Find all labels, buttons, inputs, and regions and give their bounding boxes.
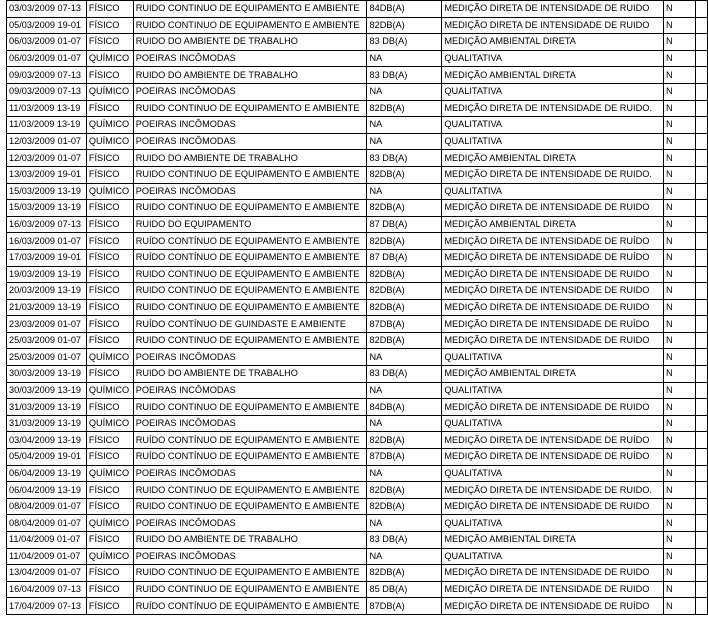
empty-cell: [696, 349, 708, 366]
table-row: [7, 299, 708, 316]
risk-description-cell: POEIRAS INCÔMODAS: [133, 465, 367, 482]
table-row: [7, 183, 708, 200]
agent-type-cell: QUÍMICO: [86, 349, 133, 366]
flag-cell: N: [663, 299, 695, 316]
table-row: [7, 465, 708, 482]
measured-value-cell: 82DB(A): [367, 332, 442, 349]
measured-value-cell: 82DB(A): [367, 283, 442, 300]
exposure-table-container: [6, 0, 708, 615]
flag-cell: N: [663, 50, 695, 67]
risk-description-cell: RUIDO CONTINUO DE EQUIPAMENTO E AMBIENTE: [133, 200, 367, 217]
date-shift-cell: 12/03/2009 01-07: [7, 150, 87, 167]
empty-cell: [696, 415, 708, 432]
table-row: [7, 67, 708, 84]
empty-cell: [696, 299, 708, 316]
agent-type-cell: QUÍMICO: [86, 415, 133, 432]
evaluation-method-cell: MEDIÇÃO DIRETA DE INTENSIDADE DE RUÍDO: [442, 449, 664, 466]
date-shift-cell: 13/04/2009 01-07: [7, 565, 87, 582]
measured-value-cell: NA: [367, 133, 442, 150]
date-shift-cell: 03/04/2009 13-19: [7, 432, 87, 449]
date-shift-cell: 12/03/2009 01-07: [7, 133, 87, 150]
date-shift-cell: 19/03/2009 13-19: [7, 266, 87, 283]
date-shift-cell: 06/03/2009 01-07: [7, 34, 87, 51]
date-shift-cell: 06/03/2009 01-07: [7, 50, 87, 67]
flag-cell: N: [663, 598, 695, 615]
flag-cell: N: [663, 432, 695, 449]
measured-value-cell: NA: [367, 83, 442, 100]
date-shift-cell: 05/03/2009 19-01: [7, 17, 87, 34]
measured-value-cell: 82DB(A): [367, 17, 442, 34]
risk-description-cell: POEIRAS INCÔMODAS: [133, 183, 367, 200]
risk-description-cell: RUÍDO CONTÍNUO DE EQUIPAMENTO E AMBIENTE: [133, 432, 367, 449]
agent-type-cell: FÍSICO: [86, 299, 133, 316]
measured-value-cell: 83 DB(A): [367, 150, 442, 167]
table-row: [7, 581, 708, 598]
table-row: [7, 50, 708, 67]
table-row: [7, 332, 708, 349]
table-row: [7, 382, 708, 399]
empty-cell: [696, 565, 708, 582]
empty-cell: [696, 266, 708, 283]
flag-cell: N: [663, 498, 695, 515]
agent-type-cell: FÍSICO: [86, 34, 133, 51]
flag-cell: N: [663, 532, 695, 549]
date-shift-cell: 16/03/2009 01-07: [7, 233, 87, 250]
table-row: [7, 166, 708, 183]
risk-description-cell: RUÍDO CONTÍNUO DE GUINDASTE E AMBIENTE: [133, 316, 367, 333]
agent-type-cell: FÍSICO: [86, 166, 133, 183]
flag-cell: N: [663, 482, 695, 499]
measured-value-cell: 87DB(A): [367, 449, 442, 466]
flag-cell: N: [663, 83, 695, 100]
empty-cell: [696, 183, 708, 200]
risk-description-cell: POEIRAS INCÔMODAS: [133, 117, 367, 134]
measured-value-cell: NA: [367, 117, 442, 134]
agent-type-cell: QUÍMICO: [86, 50, 133, 67]
risk-description-cell: RUIDO CONTINUO DE EQUIPAMENTO E AMBIENTE: [133, 100, 367, 117]
risk-description-cell: RUIDO DO AMBIENTE DE TRABALHO: [133, 67, 367, 84]
measured-value-cell: NA: [367, 50, 442, 67]
measured-value-cell: NA: [367, 515, 442, 532]
measured-value-cell: 87 DB(A): [367, 249, 442, 266]
flag-cell: N: [663, 515, 695, 532]
risk-description-cell: RUIDO CONTINUO DE EQUIPAMENTO E AMBIENTE: [133, 482, 367, 499]
date-shift-cell: 31/03/2009 13-19: [7, 399, 87, 416]
empty-cell: [696, 200, 708, 217]
risk-description-cell: RUIDO CONTINUO DE EQUIPAMENTO E AMBIENTE: [133, 332, 367, 349]
measured-value-cell: 83 DB(A): [367, 34, 442, 51]
agent-type-cell: FÍSICO: [86, 598, 133, 615]
risk-description-cell: RUIDO DO AMBIENTE DE TRABALHO: [133, 532, 367, 549]
evaluation-method-cell: QUALITATIVA: [442, 465, 664, 482]
date-shift-cell: 03/03/2009 07-13: [7, 1, 87, 18]
agent-type-cell: FÍSICO: [86, 67, 133, 84]
empty-cell: [696, 482, 708, 499]
table-row: [7, 83, 708, 100]
table-row: [7, 283, 708, 300]
flag-cell: N: [663, 17, 695, 34]
evaluation-method-cell: QUALITATIVA: [442, 83, 664, 100]
risk-description-cell: RUIDO DO EQUIPAMENTO: [133, 216, 367, 233]
empty-cell: [696, 598, 708, 615]
measured-value-cell: 82DB(A): [367, 100, 442, 117]
evaluation-method-cell: MEDIÇÃO AMBIENTAL DIRETA: [442, 532, 664, 549]
risk-description-cell: POEIRAS INCÔMODAS: [133, 548, 367, 565]
flag-cell: N: [663, 399, 695, 416]
exposure-table-body: [7, 1, 708, 615]
date-shift-cell: 31/03/2009 13-19: [7, 415, 87, 432]
evaluation-method-cell: MEDIÇÃO DIRETA DE INTENSIDADE DE RUIDO.: [442, 482, 664, 499]
empty-cell: [696, 133, 708, 150]
flag-cell: N: [663, 117, 695, 134]
flag-cell: N: [663, 349, 695, 366]
agent-type-cell: FÍSICO: [86, 150, 133, 167]
evaluation-method-cell: QUALITATIVA: [442, 117, 664, 134]
evaluation-method-cell: MEDIÇÃO DIRETA DE INTENSIDADE DE RUIDO: [442, 1, 664, 18]
agent-type-cell: QUÍMICO: [86, 515, 133, 532]
risk-description-cell: RUIDO DO AMBIENTE DE TRABALHO: [133, 366, 367, 383]
agent-type-cell: FÍSICO: [86, 316, 133, 333]
risk-description-cell: RUIDO CONTINUO DE EQUIPAMENTO E AMBIENTE: [133, 166, 367, 183]
empty-cell: [696, 332, 708, 349]
table-row: [7, 498, 708, 515]
risk-description-cell: RUIDO CONTINUO DE EQUIPAMENTO E AMBIENTE: [133, 399, 367, 416]
table-row: [7, 399, 708, 416]
agent-type-cell: FÍSICO: [86, 565, 133, 582]
evaluation-method-cell: MEDIÇÃO DIRETA DE INTENSIDADE DE RUÍDO: [442, 598, 664, 615]
empty-cell: [696, 581, 708, 598]
empty-cell: [696, 465, 708, 482]
measured-value-cell: NA: [367, 349, 442, 366]
date-shift-cell: 25/03/2009 01-07: [7, 332, 87, 349]
measured-value-cell: 82DB(A): [367, 200, 442, 217]
date-shift-cell: 15/03/2009 13-19: [7, 183, 87, 200]
agent-type-cell: QUÍMICO: [86, 548, 133, 565]
risk-description-cell: RUIDO DO AMBIENTE DE TRABALHO: [133, 150, 367, 167]
risk-description-cell: RUÍDO CONTÍNUO DE EQUIPAMENTO E AMBIENTE: [133, 449, 367, 466]
flag-cell: N: [663, 34, 695, 51]
risk-description-cell: RUÍDO CONTÍNUO DE EQUIPAMENTO E AMBIENTE: [133, 233, 367, 250]
measured-value-cell: 82DB(A): [367, 233, 442, 250]
agent-type-cell: FÍSICO: [86, 1, 133, 18]
date-shift-cell: 23/03/2009 01-07: [7, 316, 87, 333]
measured-value-cell: NA: [367, 415, 442, 432]
date-shift-cell: 06/04/2009 13-19: [7, 482, 87, 499]
table-row: [7, 316, 708, 333]
flag-cell: N: [663, 67, 695, 84]
agent-type-cell: FÍSICO: [86, 449, 133, 466]
empty-cell: [696, 432, 708, 449]
evaluation-method-cell: MEDIÇÃO AMBIENTAL DIRETA: [442, 366, 664, 383]
risk-description-cell: POEIRAS INCÔMODAS: [133, 349, 367, 366]
measured-value-cell: 82DB(A): [367, 482, 442, 499]
agent-type-cell: FÍSICO: [86, 532, 133, 549]
table-row: [7, 233, 708, 250]
agent-type-cell: FÍSICO: [86, 283, 133, 300]
risk-description-cell: RUIDO CONTINUO DE EQUIPAMENTO E AMBIENTE: [133, 581, 367, 598]
measured-value-cell: 83 DB(A): [367, 67, 442, 84]
measured-value-cell: 82DB(A): [367, 166, 442, 183]
empty-cell: [696, 498, 708, 515]
table-row: [7, 100, 708, 117]
agent-type-cell: FÍSICO: [86, 200, 133, 217]
evaluation-method-cell: MEDIÇÃO DIRETA DE INTENSIDADE DE RUIDO: [442, 332, 664, 349]
measured-value-cell: 83 DB(A): [367, 366, 442, 383]
empty-cell: [696, 249, 708, 266]
evaluation-method-cell: MEDIÇÃO DIRETA DE INTENSIDADE DE RUIDO: [442, 581, 664, 598]
evaluation-method-cell: MEDIÇÃO DIRETA DE INTENSIDADE DE RUIDO: [442, 200, 664, 217]
date-shift-cell: 13/03/2009 19-01: [7, 166, 87, 183]
evaluation-method-cell: MEDIÇÃO DIRETA DE INTENSIDADE DE RUIDO: [442, 565, 664, 582]
table-row: [7, 349, 708, 366]
empty-cell: [696, 50, 708, 67]
measured-value-cell: 82DB(A): [367, 432, 442, 449]
date-shift-cell: 09/03/2009 07-13: [7, 83, 87, 100]
agent-type-cell: FÍSICO: [86, 100, 133, 117]
evaluation-method-cell: QUALITATIVA: [442, 382, 664, 399]
flag-cell: N: [663, 183, 695, 200]
date-shift-cell: 11/04/2009 01-07: [7, 548, 87, 565]
evaluation-method-cell: QUALITATIVA: [442, 515, 664, 532]
agent-type-cell: FÍSICO: [86, 249, 133, 266]
evaluation-method-cell: MEDIÇÃO DIRETA DE INTENSIDADE DE RUÍDO: [442, 249, 664, 266]
measured-value-cell: 87DB(A): [367, 316, 442, 333]
measured-value-cell: NA: [367, 382, 442, 399]
empty-cell: [696, 117, 708, 134]
table-row: [7, 565, 708, 582]
empty-cell: [696, 532, 708, 549]
empty-cell: [696, 283, 708, 300]
evaluation-method-cell: MEDIÇÃO DIRETA DE INTENSIDADE DE RUIDO.: [442, 100, 664, 117]
flag-cell: N: [663, 100, 695, 117]
date-shift-cell: 21/03/2009 13-19: [7, 299, 87, 316]
date-shift-cell: 25/03/2009 01-07: [7, 349, 87, 366]
flag-cell: N: [663, 465, 695, 482]
table-row: [7, 449, 708, 466]
risk-description-cell: RUÍDO CONTÍNUO DE EQUIPAMENTO E AMBIENTE: [133, 249, 367, 266]
evaluation-method-cell: MEDIÇÃO AMBIENTAL DIRETA: [442, 150, 664, 167]
flag-cell: N: [663, 581, 695, 598]
risk-description-cell: POEIRAS INCÔMODAS: [133, 83, 367, 100]
measured-value-cell: 82DB(A): [367, 565, 442, 582]
risk-description-cell: RUIDO CONTINUO DE EQUIPAMENTO E AMBIENTE: [133, 299, 367, 316]
measured-value-cell: 82DB(A): [367, 498, 442, 515]
table-row: [7, 548, 708, 565]
table-row: [7, 266, 708, 283]
flag-cell: N: [663, 316, 695, 333]
flag-cell: N: [663, 449, 695, 466]
agent-type-cell: QUÍMICO: [86, 183, 133, 200]
agent-type-cell: FÍSICO: [86, 266, 133, 283]
empty-cell: [696, 382, 708, 399]
agent-type-cell: FÍSICO: [86, 432, 133, 449]
date-shift-cell: 11/03/2009 13-19: [7, 117, 87, 134]
date-shift-cell: 17/03/2009 19-01: [7, 249, 87, 266]
empty-cell: [696, 150, 708, 167]
table-row: [7, 200, 708, 217]
risk-description-cell: POEIRAS INCÔMODAS: [133, 50, 367, 67]
agent-type-cell: QUÍMICO: [86, 465, 133, 482]
evaluation-method-cell: MEDIÇÃO DIRETA DE INTENSIDADE DE RUIDO: [442, 283, 664, 300]
empty-cell: [696, 17, 708, 34]
table-row: [7, 598, 708, 615]
agent-type-cell: FÍSICO: [86, 482, 133, 499]
table-row: [7, 1, 708, 18]
agent-type-cell: QUÍMICO: [86, 117, 133, 134]
agent-type-cell: QUÍMICO: [86, 83, 133, 100]
date-shift-cell: 30/03/2009 13-19: [7, 382, 87, 399]
evaluation-method-cell: QUALITATIVA: [442, 548, 664, 565]
table-row: [7, 150, 708, 167]
date-shift-cell: 16/03/2009 07-13: [7, 216, 87, 233]
risk-description-cell: RUIDO DO AMBIENTE DE TRABALHO: [133, 34, 367, 51]
evaluation-method-cell: QUALITATIVA: [442, 50, 664, 67]
measured-value-cell: 82DB(A): [367, 266, 442, 283]
date-shift-cell: 08/04/2009 01-07: [7, 515, 87, 532]
date-shift-cell: 17/04/2009 07-13: [7, 598, 87, 615]
risk-description-cell: RUIDO CONTINUO DE EQUIPAMENTO E AMBIENTE: [133, 1, 367, 18]
table-row: [7, 117, 708, 134]
date-shift-cell: 11/04/2009 01-07: [7, 532, 87, 549]
flag-cell: N: [663, 266, 695, 283]
agent-type-cell: FÍSICO: [86, 581, 133, 598]
agent-type-cell: FÍSICO: [86, 332, 133, 349]
empty-cell: [696, 34, 708, 51]
empty-cell: [696, 1, 708, 18]
measured-value-cell: 84DB(A): [367, 399, 442, 416]
flag-cell: N: [663, 283, 695, 300]
risk-description-cell: POEIRAS INCÔMODAS: [133, 415, 367, 432]
table-row: [7, 133, 708, 150]
date-shift-cell: 15/03/2009 13-19: [7, 200, 87, 217]
empty-cell: [696, 67, 708, 84]
flag-cell: N: [663, 166, 695, 183]
measured-value-cell: 85 DB(A): [367, 581, 442, 598]
evaluation-method-cell: QUALITATIVA: [442, 415, 664, 432]
evaluation-method-cell: MEDIÇÃO AMBIENTAL DIRETA: [442, 67, 664, 84]
table-row: [7, 366, 708, 383]
evaluation-method-cell: MEDIÇÃO DIRETA DE INTENSIDADE DE RUIDO: [442, 17, 664, 34]
measured-value-cell: 87DB(A): [367, 598, 442, 615]
evaluation-method-cell: MEDIÇÃO DIRETA DE INTENSIDADE DE RUÍDO: [442, 233, 664, 250]
agent-type-cell: FÍSICO: [86, 17, 133, 34]
evaluation-method-cell: MEDIÇÃO DIRETA DE INTENSIDADE DE RUIDO: [442, 399, 664, 416]
flag-cell: N: [663, 216, 695, 233]
table-row: [7, 432, 708, 449]
risk-description-cell: RUIDO CONTINUO DE EQUIPAMENTO E AMBIENTE: [133, 283, 367, 300]
agent-type-cell: FÍSICO: [86, 233, 133, 250]
measured-value-cell: 87 DB(A): [367, 216, 442, 233]
table-row: [7, 34, 708, 51]
empty-cell: [696, 100, 708, 117]
agent-type-cell: FÍSICO: [86, 366, 133, 383]
evaluation-method-cell: QUALITATIVA: [442, 183, 664, 200]
date-shift-cell: 11/03/2009 13-19: [7, 100, 87, 117]
evaluation-method-cell: MEDIÇÃO AMBIENTAL DIRETA: [442, 216, 664, 233]
table-row: [7, 249, 708, 266]
measured-value-cell: 84DB(A): [367, 1, 442, 18]
empty-cell: [696, 316, 708, 333]
flag-cell: N: [663, 1, 695, 18]
empty-cell: [696, 548, 708, 565]
date-shift-cell: 05/04/2009 19-01: [7, 449, 87, 466]
risk-description-cell: RUÍDO CONTÍNUO DE EQUIPAMENTO E AMBIENTE: [133, 598, 367, 615]
measured-value-cell: 82DB(A): [367, 299, 442, 316]
date-shift-cell: 16/04/2009 07-13: [7, 581, 87, 598]
date-shift-cell: 06/04/2009 13-19: [7, 465, 87, 482]
evaluation-method-cell: MEDIÇÃO DIRETA DE INTENSIDADE DE RUIDO: [442, 266, 664, 283]
flag-cell: N: [663, 133, 695, 150]
empty-cell: [696, 233, 708, 250]
flag-cell: N: [663, 249, 695, 266]
table-row: [7, 532, 708, 549]
flag-cell: N: [663, 332, 695, 349]
empty-cell: [696, 399, 708, 416]
empty-cell: [696, 366, 708, 383]
flag-cell: N: [663, 150, 695, 167]
flag-cell: N: [663, 415, 695, 432]
measured-value-cell: 83 DB(A): [367, 532, 442, 549]
risk-description-cell: RUIDO CONTINUO DE EQUIPAMENTO E AMBIENTE: [133, 17, 367, 34]
date-shift-cell: 20/03/2009 13-19: [7, 283, 87, 300]
evaluation-method-cell: MEDIÇÃO DIRETA DE INTENSIDADE DE RUIDO.: [442, 166, 664, 183]
risk-description-cell: POEIRAS INCÔMODAS: [133, 133, 367, 150]
date-shift-cell: 30/03/2009 13-19: [7, 366, 87, 383]
evaluation-method-cell: MEDIÇÃO DIRETA DE INTENSIDADE DE RUIDO: [442, 498, 664, 515]
risk-description-cell: RUIDO CONTINUO DE EQUIPAMENTO E AMBIENTE: [133, 266, 367, 283]
measured-value-cell: NA: [367, 548, 442, 565]
empty-cell: [696, 449, 708, 466]
table-row: [7, 216, 708, 233]
table-row: [7, 515, 708, 532]
table-row: [7, 482, 708, 499]
measured-value-cell: NA: [367, 465, 442, 482]
evaluation-method-cell: MEDIÇÃO AMBIENTAL DIRETA: [442, 34, 664, 51]
flag-cell: N: [663, 565, 695, 582]
date-shift-cell: 08/04/2009 01-07: [7, 498, 87, 515]
table-row: [7, 415, 708, 432]
evaluation-method-cell: MEDIÇÃO DIRETA DE INTENSIDADE DE RUÍDO: [442, 432, 664, 449]
flag-cell: N: [663, 548, 695, 565]
agent-type-cell: QUÍMICO: [86, 382, 133, 399]
exposure-table: [6, 0, 708, 615]
agent-type-cell: FÍSICO: [86, 399, 133, 416]
agent-type-cell: FÍSICO: [86, 216, 133, 233]
risk-description-cell: POEIRAS INCÔMODAS: [133, 382, 367, 399]
evaluation-method-cell: MEDIÇÃO DIRETA DE INTENSIDADE DE RUÍDO: [442, 316, 664, 333]
empty-cell: [696, 166, 708, 183]
evaluation-method-cell: QUALITATIVA: [442, 133, 664, 150]
evaluation-method-cell: MEDIÇÃO DIRETA DE INTENSIDADE DE RUIDO: [442, 299, 664, 316]
date-shift-cell: 09/03/2009 07-13: [7, 67, 87, 84]
evaluation-method-cell: QUALITATIVA: [442, 349, 664, 366]
flag-cell: N: [663, 366, 695, 383]
table-row: [7, 17, 708, 34]
agent-type-cell: FÍSICO: [86, 498, 133, 515]
empty-cell: [696, 216, 708, 233]
flag-cell: N: [663, 200, 695, 217]
risk-description-cell: RUIDO CONTINUO DE EQUIPAMENTO E AMBIENTE: [133, 565, 367, 582]
empty-cell: [696, 515, 708, 532]
measured-value-cell: NA: [367, 183, 442, 200]
agent-type-cell: QUÍMICO: [86, 133, 133, 150]
risk-description-cell: RUIDO CONTINUO DE EQUIPAMENTO E AMBIENTE: [133, 498, 367, 515]
risk-description-cell: POEIRAS INCÔMODAS: [133, 515, 367, 532]
empty-cell: [696, 83, 708, 100]
flag-cell: N: [663, 233, 695, 250]
flag-cell: N: [663, 382, 695, 399]
